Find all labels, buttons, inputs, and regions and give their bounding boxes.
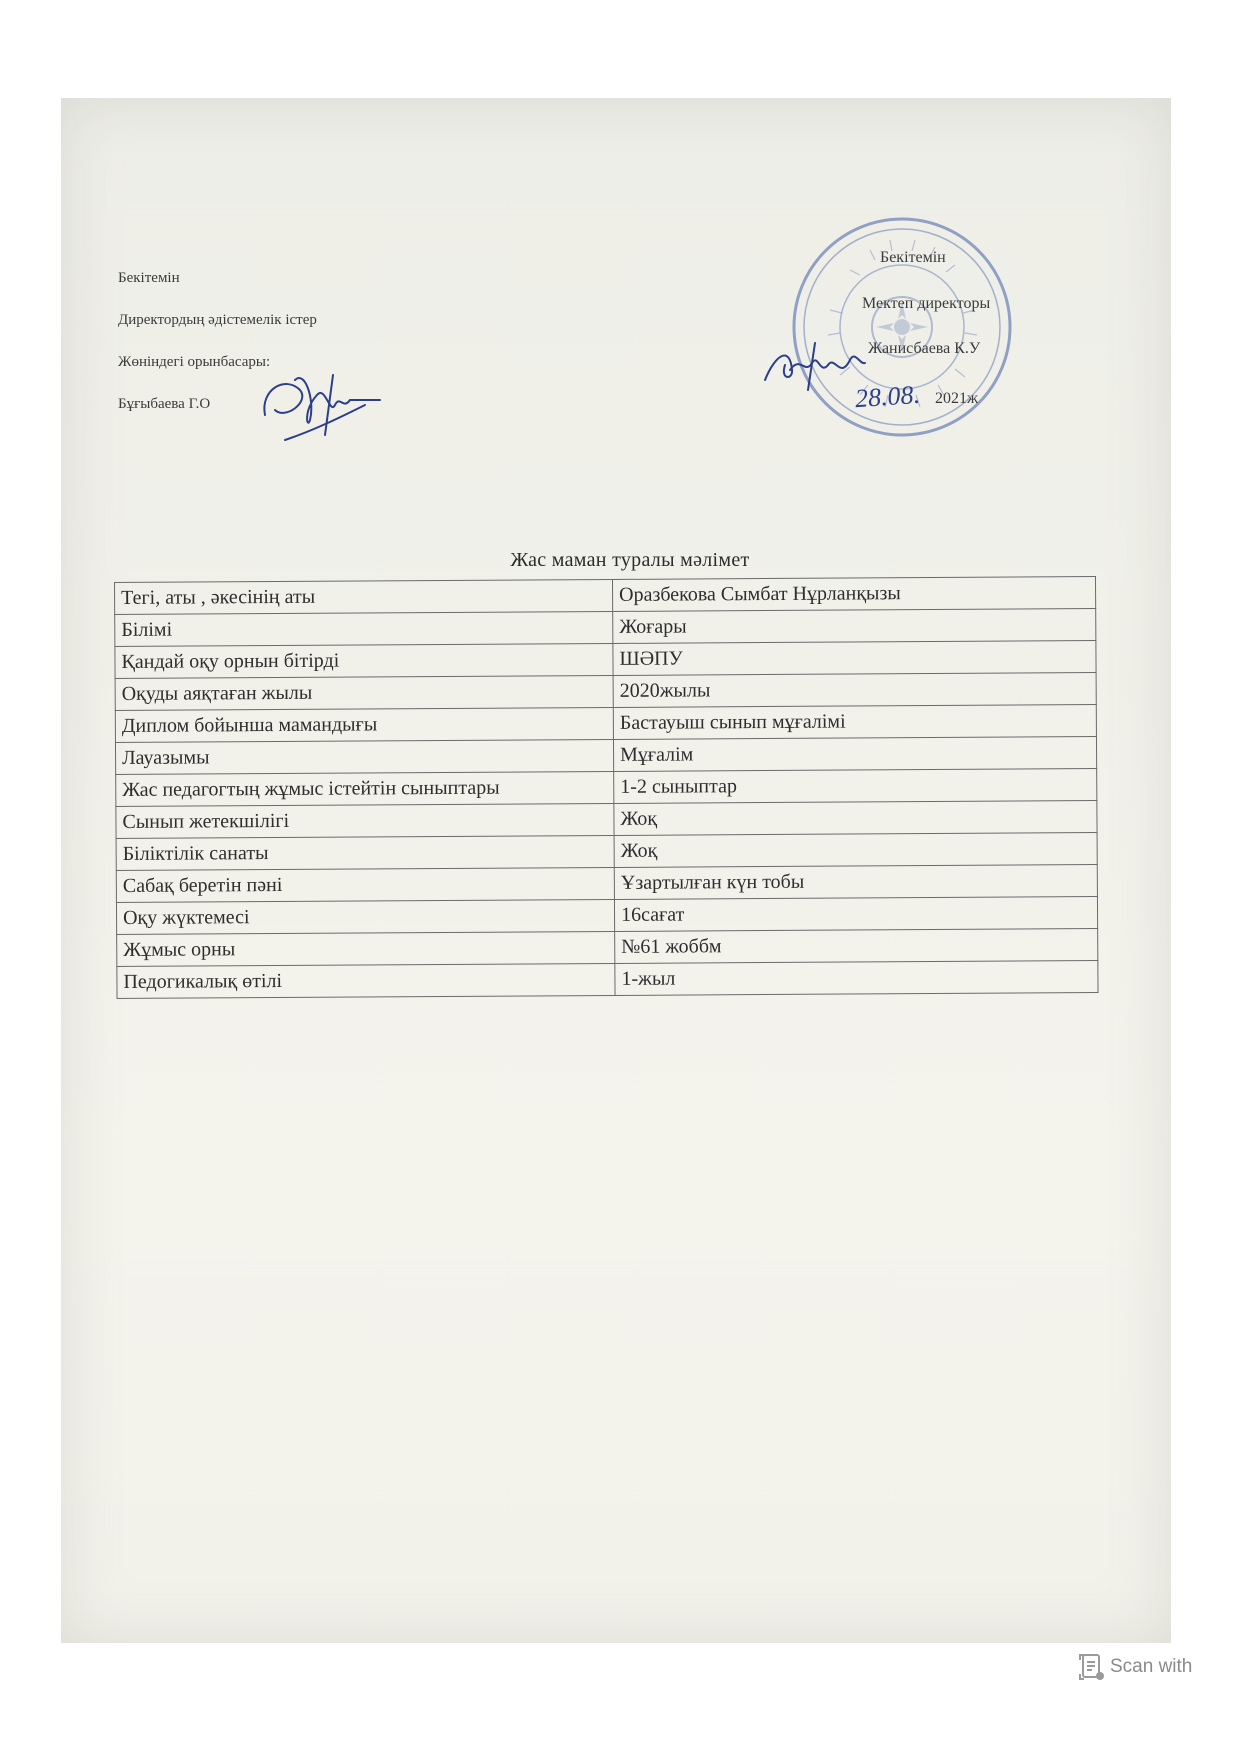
document-title: Жас маман туралы мәлімет [510, 549, 750, 571]
field-value: 1-жыл [615, 960, 1098, 995]
field-label: Жұмыс орны [117, 931, 615, 966]
field-value: Жоқ [614, 801, 1097, 836]
scan-badge [1078, 1652, 1192, 1682]
director-position: Мектеп директоры [862, 295, 991, 312]
field-label: Диплом бойынша мамандығы [115, 707, 613, 742]
approval-heading-right: Бекітемін [880, 249, 946, 266]
field-value: Жоғары [613, 609, 1096, 644]
deputy-signature-icon [255, 360, 385, 450]
director-name: Жанисбаева К.У [868, 340, 981, 357]
field-value: Оразбекова Сымбат Нұрланқызы [612, 577, 1095, 612]
field-label: Жас педагогтың жұмыс істейтін сыныптары [116, 771, 614, 806]
field-label: Лауазымы [115, 739, 613, 774]
table-row [117, 960, 1098, 998]
field-value: 1-2 сыныптар [614, 769, 1097, 804]
scanner-app-icon [1078, 1652, 1106, 1682]
field-value: ШӘПУ [613, 641, 1096, 676]
handwritten-date: 28.08. [854, 379, 921, 414]
young-specialist-info-table [114, 576, 1099, 999]
field-value: 2020жылы [613, 673, 1096, 708]
field-value: 16сағат [614, 896, 1097, 931]
field-label: Сабақ беретін пәні [116, 867, 614, 902]
field-value: №61 жоббм [615, 928, 1098, 963]
field-value: Бастауыш сынып мұғалімі [613, 705, 1096, 740]
director-signature-icon [760, 335, 870, 395]
approver-position: Директордың әдістемелік істер [118, 312, 317, 328]
approver-position-cont: Жөніндегі орынбасары: [118, 354, 271, 370]
field-label: Тегі, аты , әкесінің аты [115, 579, 613, 614]
field-value: Мұғалім [613, 737, 1096, 772]
field-label: Оқуды аяқтаған жылы [115, 675, 613, 710]
approver-name: Бұғыбаева Г.О [118, 396, 211, 412]
field-label: Педогикалық өтілі [117, 963, 615, 998]
field-label: Біліктілік санаты [116, 835, 614, 870]
field-label: Сынып жетекшілігі [116, 803, 614, 838]
field-value: Ұзартылған күн тобы [614, 864, 1097, 899]
field-label: Қандай оқу орнын бітірді [115, 643, 613, 678]
field-label: Білімі [115, 611, 613, 646]
approval-year: 2021ж [935, 390, 979, 407]
approval-heading: Бекітемін [118, 270, 180, 286]
field-label: Оқу жүктемесі [116, 899, 614, 934]
scan-badge-text: Scan with [1110, 1656, 1193, 1677]
field-value: Жоқ [614, 832, 1097, 867]
